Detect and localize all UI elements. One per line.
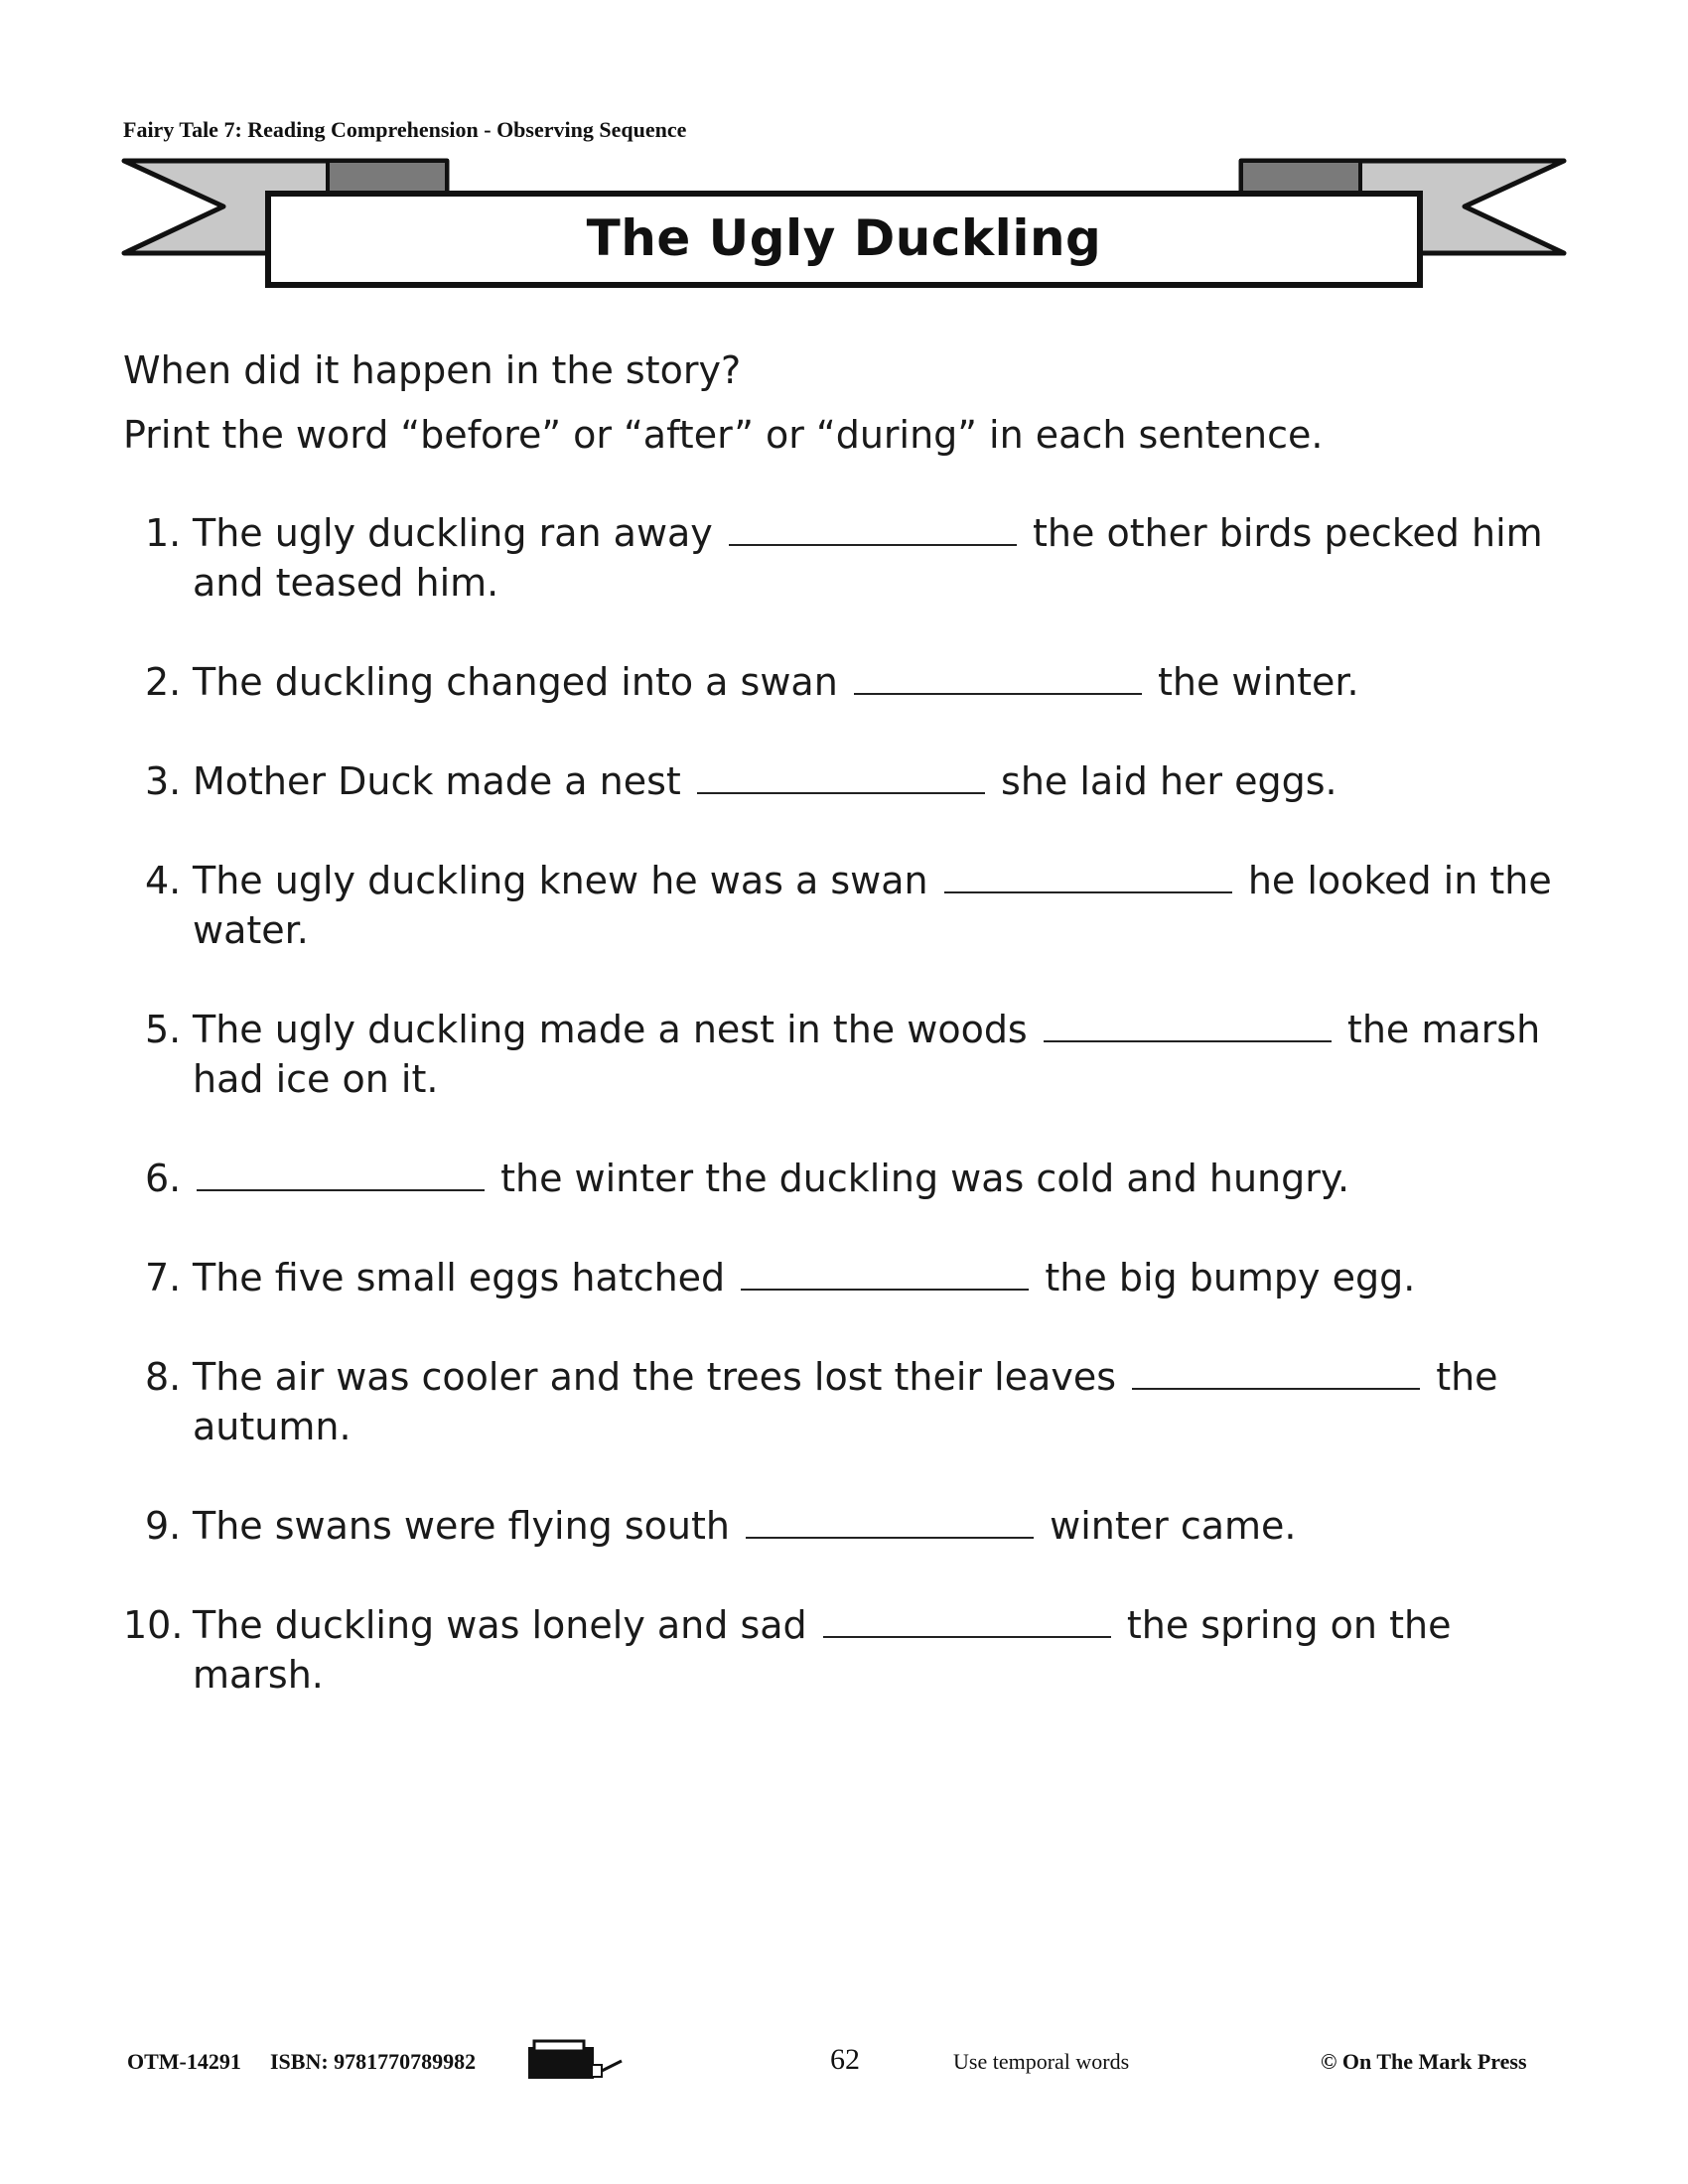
question-number: 8. [145,1355,182,1399]
answer-blank[interactable] [944,860,1232,893]
question-number: 10. [123,1603,184,1647]
question-text-before: The swans were flying south [193,1504,730,1548]
section-title: Fairy Tale 7: Reading Comprehension - Observing Sequence [123,117,687,142]
question-text-after: the autumn. [193,1355,1498,1448]
footer-copyright: © On The Mark Press [1321,2049,1527,2074]
question-number: 5. [145,1008,182,1051]
question-text-before: The five small eggs hatched [193,1256,726,1299]
question-number: 9. [145,1504,182,1548]
question-text-before: The air was cooler and the trees lost their leaves [193,1355,1116,1399]
question-number: 6. [145,1157,182,1200]
answer-blank[interactable] [697,760,985,794]
footer-code: OTM-14291 [127,2049,241,2074]
answer-blank[interactable] [741,1257,1029,1291]
question-text [193,508,1553,608]
question-text-after: the big bumpy egg. [1045,1256,1416,1299]
question-text-after: the winter. [1157,660,1359,704]
question-text-before: The ugly duckling ran away [193,511,713,555]
question-text [193,1501,1553,1551]
question-text-before: The ugly duckling knew he was a swan [193,859,928,902]
question-text-after: the marsh had ice on it. [193,1008,1541,1101]
question-text [193,1352,1553,1451]
question-text [193,657,1553,707]
question-text-before: The ugly duckling made a nest in the woods [193,1008,1028,1051]
question-text-after: he looked in the water. [193,859,1552,952]
question-text-before: The duckling changed into a swan [193,660,838,704]
footer-skill: Use temporal words [953,2049,1130,2074]
instruction-directions: Print the word “before” or “after” or “during” in each sentence. [123,413,1324,457]
question-number: 1. [145,511,182,555]
book-icon [526,2037,626,2081]
question-number: 7. [145,1256,182,1299]
instruction-question: When did it happen in the story? [123,348,742,392]
question-text [193,856,1553,955]
question-text [193,1253,1553,1302]
question-number: 3. [145,759,182,803]
question-number: 2. [145,660,182,704]
answer-blank[interactable] [746,1505,1034,1539]
question-text-after: winter came. [1050,1504,1297,1548]
answer-blank[interactable] [729,512,1017,546]
question-text-after: the winter the duckling was cold and hungry. [500,1157,1350,1200]
question-text-after: the spring on the marsh. [193,1603,1452,1697]
question-text [193,1600,1553,1700]
page-title: The Ugly Duckling [586,209,1102,267]
question-text-before: Mother Duck made a nest [193,759,681,803]
answer-blank[interactable] [854,661,1142,695]
question-text-after: she laid her eggs. [1001,759,1337,803]
footer-isbn: ISBN: 9781770789982 [270,2049,477,2074]
page-number: 62 [830,2043,860,2076]
question-text-before: The duckling was lonely and sad [193,1603,807,1647]
answer-blank[interactable] [823,1604,1111,1638]
question-text-after: the other birds pecked him and teased him. [193,511,1543,605]
answer-blank[interactable] [197,1158,485,1191]
question-text [193,1154,1553,1203]
answer-blank[interactable] [1132,1356,1420,1390]
answer-blank[interactable] [1044,1009,1332,1042]
question-number: 4. [145,859,182,902]
question-text [193,1005,1553,1104]
question-text [193,756,1553,806]
